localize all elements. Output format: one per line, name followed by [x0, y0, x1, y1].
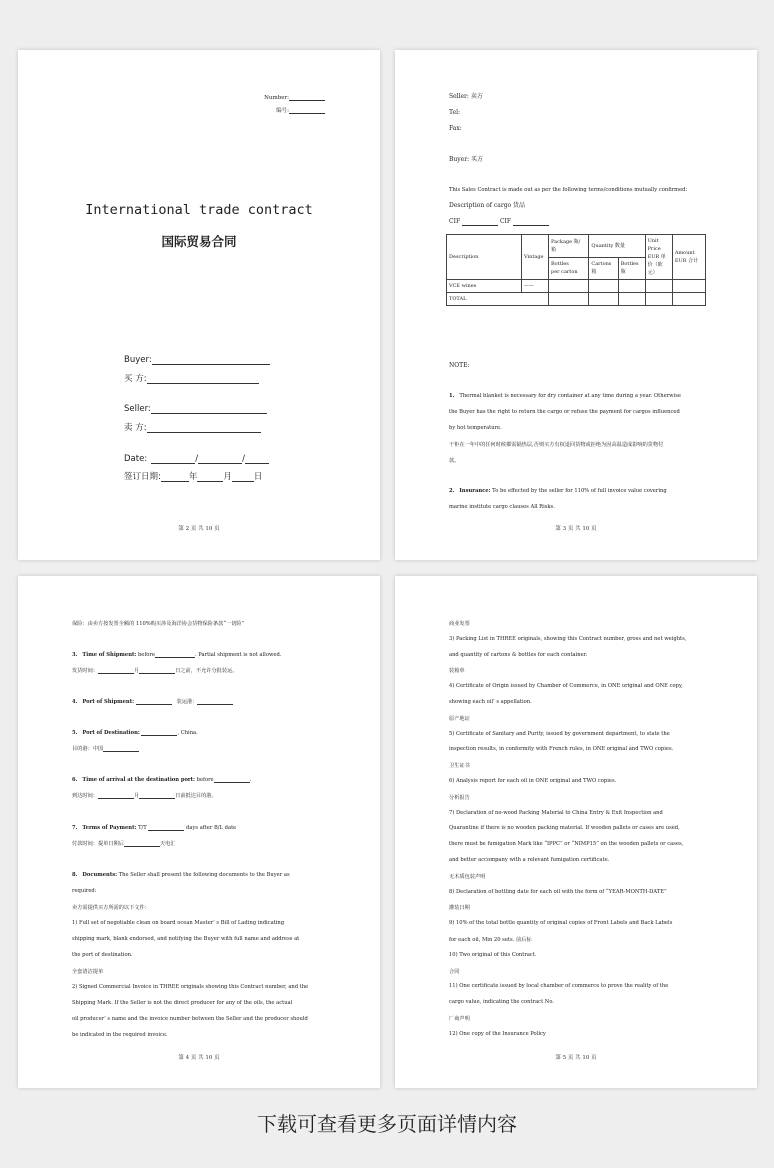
s6-zh-blank-2 [139, 792, 175, 799]
th-unit-1: Unit [647, 238, 659, 244]
note1-en-a-text: Thermal blanket is necessary for dry container at any time during a year. Otherwise [459, 393, 681, 399]
month-label: 月 [223, 472, 232, 482]
payment-terms-zh [72, 840, 175, 847]
th-description: Description [447, 235, 522, 280]
th-vintage: Vintage [522, 235, 549, 280]
seller-field [124, 404, 267, 414]
seller-zh-label: 卖 方: [124, 423, 147, 433]
th-cartons [589, 257, 618, 280]
s5-num: 5. [72, 730, 78, 736]
page4-line: 无木质包装声明 [449, 873, 486, 880]
month-blank [197, 475, 223, 482]
th-bottles-2: per carton [551, 269, 578, 276]
payment-terms [72, 824, 236, 831]
page4-line: 12) One copy of the Insurance Policy [449, 1030, 546, 1037]
year-blank [161, 475, 189, 482]
document-page-3 [18, 576, 380, 1088]
s5-tail: , China. [177, 730, 198, 736]
cif-label-2: CIF [499, 218, 512, 225]
number-field [264, 94, 325, 101]
s4-blank-2 [197, 698, 233, 705]
page4-line: 7) Declaration of no-wood Packing Material to China Entry & Exit Inspection and [449, 809, 663, 816]
th-cartons-1: Cartons [591, 261, 612, 268]
th-amount-2: EUR 合计 [674, 258, 699, 264]
s3-b: . Partial shipment is not allowed. [194, 652, 282, 658]
th-amount-1: Amount [674, 250, 695, 256]
document-page-cover [18, 50, 380, 560]
page4-line: 8) Declaration of bottling date for each oil with the form of “YEAR-MONTH-DATE” [449, 888, 667, 895]
page4-line: 5) Certificate of Sanitary and Purity, issued by government department, to state the [449, 730, 670, 737]
total-cell [618, 293, 645, 306]
s6-label: Time of arrival at the destination port: [82, 777, 195, 783]
buyer-label: Buyer: [124, 355, 152, 365]
doc1-b: shipping mark, blank endorsed, and notifying the Buyer with full name and address at [72, 936, 300, 942]
page-footer: 第 3 页 共 10 页 [555, 526, 597, 532]
th-bottles-1: Bottles [551, 261, 569, 268]
th-bottles-per-carton [549, 257, 589, 280]
title-en: International trade contract [85, 202, 313, 218]
page4-line: 分析报告 [449, 794, 470, 801]
year-label: 年 [188, 472, 198, 482]
note2-label: Insurance: [459, 488, 491, 494]
s6-zh-c: 日前抵达目的港。 [175, 793, 217, 799]
download-caption[interactable]: 下载可查看更多页面详情内容 [257, 1112, 517, 1136]
s3-num: 3. [72, 652, 78, 658]
row-total: TOTAL [447, 293, 549, 306]
page4-line: and better accompany with a relevant fumigation certificate. [449, 857, 610, 863]
s6-zh-a: 到达时间： [72, 793, 98, 799]
sign-date-field [124, 470, 262, 482]
note2-b: marine institute cargo clauses All Risks. [449, 504, 555, 510]
number-zh-field [276, 106, 325, 114]
page4-line: there must be fumigation Mark like “IPPC” or “NIMP15” on the wooden pallets or cases, [449, 841, 684, 848]
number-blank [289, 94, 325, 101]
shipment-time-zh [72, 667, 237, 674]
row1-desc: VCE wines [447, 280, 522, 293]
th-package-2: 箱 [551, 246, 557, 253]
row1-vintage: —— [522, 280, 549, 293]
note1-zh-a: 干柜在一年中的任何时候都需隔热层,否则买方有权退回货物或拒绝为因高温造成影响的货物付 [449, 442, 664, 448]
note2-a-text: To be effected by the seller for 110% of full invoice value covering [492, 488, 667, 494]
fax-line: Fax: [449, 125, 462, 132]
th-amount [672, 235, 705, 280]
s3-zh-blank-2 [139, 667, 175, 674]
th-unit-2: Price [647, 246, 661, 252]
documents [72, 872, 290, 878]
s4-zh: 装运港： [176, 699, 198, 705]
number-zh-blank [289, 107, 325, 114]
doc1-c: the port of destination. [72, 952, 133, 958]
page4-line: 11) One certificate issued by local chamber of commerce to prove the reality of the [449, 983, 669, 990]
date-field [124, 454, 269, 464]
arrival-time-zh [72, 792, 217, 799]
row1-cell [549, 280, 589, 293]
seller-line: Seller: 卖方 [449, 93, 483, 100]
port-of-destination-zh [72, 745, 139, 752]
s7-a: T/T [138, 825, 147, 831]
port-of-shipment [72, 698, 233, 705]
documents-b: required: [72, 888, 97, 894]
seller-zh-field [124, 421, 261, 433]
total-cell [645, 293, 672, 306]
s7-num: 7. [72, 825, 78, 831]
row1-cell [618, 280, 645, 293]
note1-num: 1. [449, 393, 455, 399]
th-unit-price [645, 235, 672, 280]
th-unit-4: 价（欧 [647, 262, 663, 268]
documents-zh: 卖方需提供买方所需的以下文件： [72, 905, 150, 911]
th-package [549, 235, 589, 258]
page4-line: inspection results, in conformity with French rules, in ONE original and TWO copies. [449, 746, 674, 753]
seller-blank [151, 407, 267, 414]
s6-num: 6. [72, 777, 78, 783]
s5-blank [141, 729, 177, 736]
note2-num: 2. [449, 488, 455, 494]
intro-line: This Sales Contract is made out as per the following terms/conditions mutually confirmed: [449, 187, 688, 193]
cif-label-1: CIF [449, 218, 461, 225]
insurance-zh: 保险：由卖方按发票全额的 110%购买涉及海洋协会货物保险条款“一切险” [72, 621, 245, 627]
page4-line: 原产地证 [449, 715, 470, 722]
document-page-2 [395, 50, 757, 560]
row1-cell [589, 280, 618, 293]
th-bottles-q-1: Bottles [620, 261, 639, 268]
s4-num: 4. [72, 699, 78, 705]
s7-zh-b: 天电汇 [159, 841, 176, 847]
doc1-zh: 全套清洁提单 [72, 969, 104, 975]
date-blank-1 [151, 457, 195, 464]
s3-a: before [137, 652, 155, 658]
port-of-destination [72, 729, 198, 736]
page4-line: 卫生证书 [449, 763, 470, 770]
th-package-1: Package 瓶/ [551, 238, 581, 245]
s4-label: Port of Shipment: [82, 699, 135, 705]
date-blank-2 [198, 457, 242, 464]
total-cell [672, 293, 705, 306]
page4-line: 厂商声明 [449, 1016, 470, 1022]
page4-line: cargo value, indicating the contract No. [449, 999, 555, 1006]
s3-blank [155, 651, 195, 658]
number-label: Number: [264, 95, 289, 101]
buyer-zh-field [124, 372, 259, 384]
s5-zh: 目的港：中国 [72, 746, 104, 752]
row1-cell [672, 280, 705, 293]
buyer-zh-blank [147, 377, 259, 384]
seller-zh-blank [147, 426, 261, 433]
s6-zh-blank-1 [98, 792, 134, 799]
arrival-time: 6. Time of arrival at the destination port: before . [72, 777, 252, 783]
s5-zh-blank [103, 745, 139, 752]
date-blank-3 [245, 457, 269, 464]
th-quantity: Quantity 数量 [589, 235, 645, 258]
s6-a: before [196, 777, 214, 783]
note2-a [449, 488, 667, 494]
number-zh-label: 编号: [276, 108, 289, 114]
buyer-line: Buyer: 买方 [449, 156, 484, 163]
s7-b: days after B/L date [186, 825, 237, 831]
page4-line: and quantity of cartons & bottles for each container. [449, 651, 588, 658]
s3-zh-c: 日之前，不允许分批装运。 [175, 668, 238, 674]
seller-label: Seller: [124, 404, 151, 414]
s7-blank [148, 824, 184, 831]
goods-table [446, 234, 706, 306]
table-row [447, 280, 706, 293]
total-cell [549, 293, 589, 306]
doc2-c: oil producer’ s name and the invoice number between the Seller and the producer should [72, 1016, 308, 1022]
cif-blank-1 [462, 219, 498, 226]
date-sep-1: / [195, 454, 199, 464]
page4-line: 6) Analysis report for each oil in ONE original and TWO copies. [449, 778, 617, 784]
cif-blank-2 [513, 219, 549, 226]
s6-blank [214, 776, 250, 783]
page-footer: 第 4 页 共 10 页 [178, 1055, 220, 1061]
s8-a: The Seller shall present the following documents to the Buyer as [118, 872, 290, 878]
page4-line: 10) Two original of this Contract. [449, 951, 537, 958]
s7-zh-blank [124, 840, 160, 847]
page4-line: Quarantine if there is no wooden packing material. If wooden pallets or cases are used, [449, 825, 680, 832]
cif-line [449, 218, 549, 226]
th-bottles [618, 257, 645, 280]
s7-zh-a: 付款时间：提单日期后 [72, 841, 124, 847]
th-unit-3: EUR 单 [647, 254, 666, 260]
th-bottles-q-2: 瓶 [620, 269, 626, 276]
page4-line: for each oil, Min 20 sets. 前后标 [449, 937, 532, 943]
th-unit-5: 元） [647, 270, 658, 276]
s3-label: Time of Shipment: [82, 652, 137, 658]
tel-line: Tel: [449, 109, 461, 116]
s3-zh-a: 发货时间： [72, 668, 98, 674]
doc2-d: be indicated in the required invoice. [72, 1032, 168, 1038]
s3-zh-b: 月 [133, 668, 140, 674]
page4-line: 9) 10% of the total bottle quantity of original copies of Front Labels and Back Labels [449, 920, 673, 927]
doc2-a: 2) Signed Commercial Invoice in THREE originals showing this Contract number, and the [72, 984, 309, 990]
shipment-time [72, 651, 281, 658]
th-cartons-2: 箱 [591, 269, 597, 276]
page4-line: 合同 [449, 968, 460, 975]
page-footer: 第 5 页 共 10 页 [555, 1055, 597, 1061]
page4-line: 灌装日期 [449, 905, 470, 912]
s4-blank-1 [136, 698, 172, 705]
page4-line: 装箱单 [449, 668, 465, 675]
table-row [447, 293, 706, 306]
s7-label: Terms of Payment: [82, 825, 137, 831]
date-label: Date: [124, 454, 148, 464]
day-blank [232, 475, 254, 482]
page-footer: 第 2 页 共 10 页 [178, 526, 220, 532]
s8-num: 8. [72, 872, 78, 878]
day-label: 日 [253, 472, 263, 482]
page4-line: 4) Certificate of Origin issued by Chamber of Commerce, in ONE original and ONE copy, [449, 683, 683, 690]
sign-date-label: 签订日期: [124, 472, 161, 482]
page4-line: 3) Packing List in THREE originals, showing this Contract number, gross and net weights, [449, 635, 687, 642]
s3-zh-blank-1 [98, 667, 134, 674]
document-page-4 [395, 576, 757, 1088]
note1-zh-b: 款。 [449, 458, 460, 464]
note1-en-a [449, 393, 681, 399]
cargo-desc: Description of cargo 货品 [449, 202, 526, 209]
total-cell [589, 293, 618, 306]
s6-zh-b: 月 [133, 793, 140, 799]
buyer-zh-label: 买 方: [124, 374, 147, 384]
note-label: NOTE: [449, 362, 470, 369]
row1-cell [645, 280, 672, 293]
buyer-blank [152, 358, 270, 365]
s5-label: Port of Destination: [82, 730, 140, 736]
note1-en-b: the Buyer has the right to return the cargo or refuse the payment for cargos influenced [449, 409, 680, 415]
note1-en-c: by hot temperature. [449, 425, 502, 431]
page4-line: 商业发票 [449, 621, 470, 627]
date-sep-2: / [242, 454, 245, 464]
s8-label: Documents: [82, 872, 118, 878]
title-zh: 国际贸易合同 [161, 234, 237, 249]
doc2-b: Shipping Mark. If the Seller is not the direct producer for any of the oils, the actual [72, 1000, 293, 1006]
buyer-field [124, 355, 270, 365]
doc1-a: 1) Full set of negotiable clean on board ocean Master’ s Bill of Lading indicating [72, 920, 285, 926]
page4-line: showing each oil’ s appellation. [449, 699, 532, 705]
